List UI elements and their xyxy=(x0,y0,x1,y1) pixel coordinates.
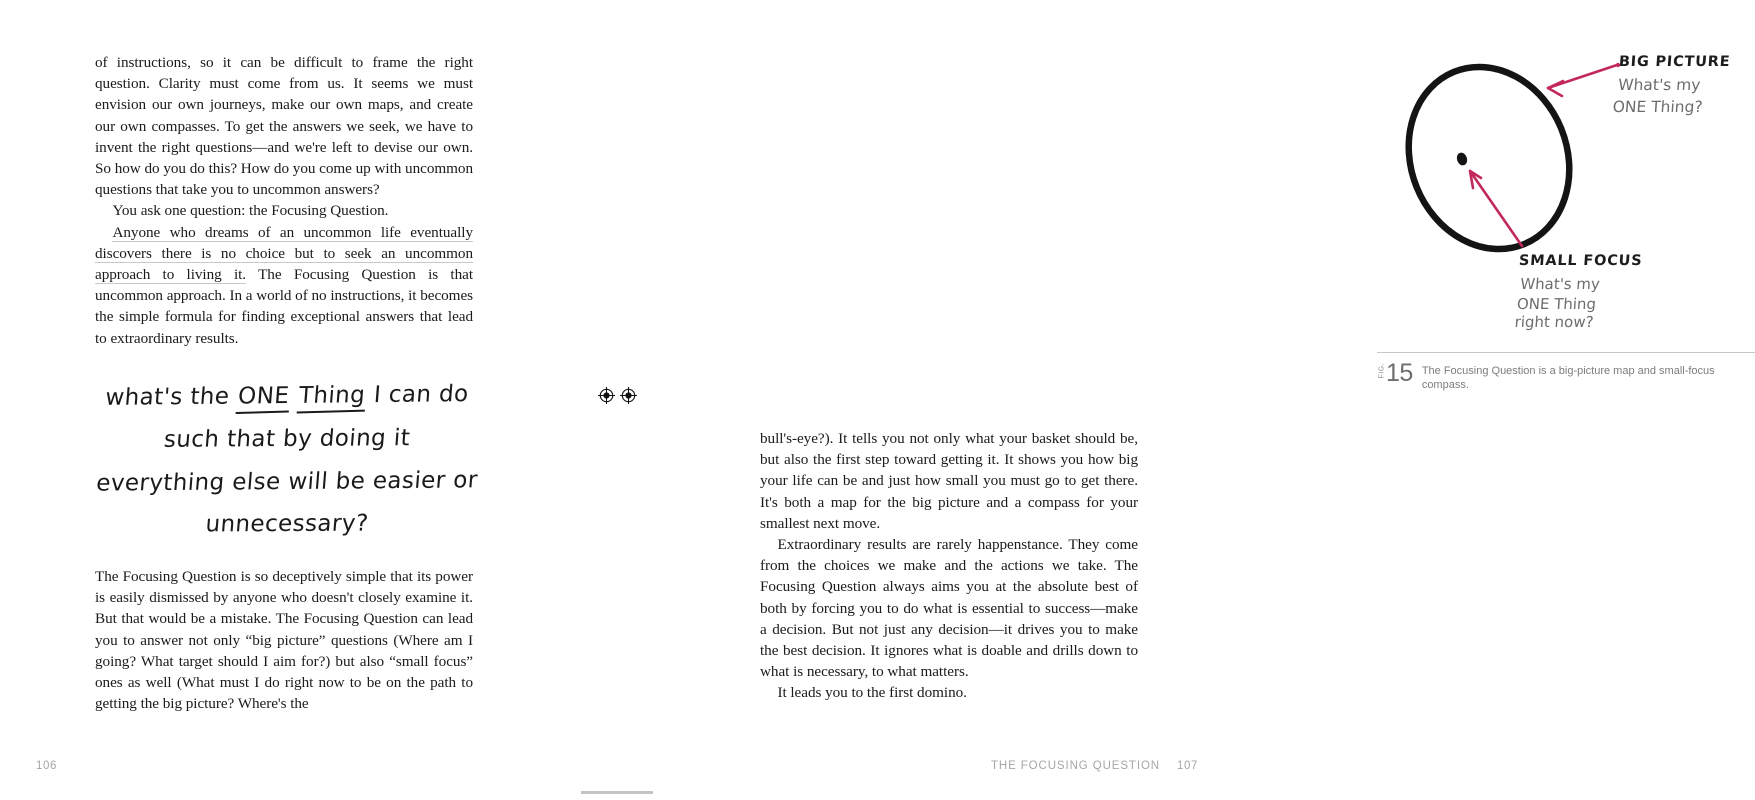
handwriting-text-tail: I can do xyxy=(365,381,470,409)
left-text-column xyxy=(95,52,473,349)
center-dot xyxy=(1455,151,1469,166)
handwriting-text: what's the xyxy=(104,383,239,411)
big-picture-line-2: ONE Thing? xyxy=(1612,98,1704,116)
paragraph: The Focusing Question is so deceptively simple that its power is easily dismissed by anyone who doesn't closely examine it. But that would be a mistake. The Focusing Question can lead you to answer not only “big picture” questions (Where am I going? What target should I aim for?) but also “small focus” ones as well (What must I do right now to be on the path to getting the big picture? Where's the xyxy=(95,568,473,713)
folio-left: 106 xyxy=(36,760,57,772)
paragraph: bull's-eye?). It tells you not only what your basket should be, but also the first step toward getting it. It shows you how big your life can be and just how small you must go to get there. It's both a map for the big picture and a compass for your smallest next move. xyxy=(760,430,1138,532)
handwriting-line-4: unnecessary? xyxy=(204,510,370,538)
paragraph: It leads you to the first domino. xyxy=(777,684,967,702)
folio-right: 107 xyxy=(1177,760,1198,772)
handwriting-line-1 xyxy=(91,381,483,411)
figure-15-illustration xyxy=(1377,46,1755,346)
bottom-center-mark xyxy=(581,791,653,794)
handwriting-line-2: such that by doing it xyxy=(162,425,412,453)
right-text-column xyxy=(760,428,1138,704)
paragraph-remainder: The Focusing Question is that uncommon approach. In a world of no instructions, it becomes the simple formula for finding exceptional answers that lead to extraordinary results. xyxy=(95,266,474,347)
figure-caption-rule xyxy=(1377,352,1755,353)
paragraph: Extraordinary results are rarely happenstance. They come from the choices we make and the actions we take. The Focusing Question always aims you at the absolute best of both by forcing you to do what is essential to success—make a decision. But not just any decision—it drives you to make the best decision. It ignores what is doable and drills down to what is necessary, to what matters. xyxy=(760,536,1138,681)
handwriting-emphasis-one: ONE xyxy=(237,382,291,410)
handwriting-line-3: everything else will be easier or xyxy=(95,467,479,497)
handwritten-focusing-question xyxy=(92,381,482,541)
big-picture-label: BIG PICTURE xyxy=(1618,54,1731,70)
small-focus-line-2: ONE Thing xyxy=(1516,295,1597,313)
right-page xyxy=(617,0,1731,800)
paragraph: of instructions, so it can be difficult to frame the right question. Clarity must come from us. It seems we must envision our own journeys, make our own maps, and create our own compasses. To get the answers we seek, we have to invent the right questions—and we're left to devise our own. So how do you do this? How do you come up with uncommon questions that take you to uncommon answers? xyxy=(95,54,473,199)
handwriting-emphasis-thing: Thing xyxy=(297,382,367,409)
left-text-column-lower xyxy=(95,566,473,714)
big-picture-line-1: What's my xyxy=(1617,76,1702,94)
big-picture-small-focus-diagram xyxy=(1377,46,1755,346)
figure-caption xyxy=(1377,361,1755,392)
figure-word-label: FIG. xyxy=(1378,362,1386,379)
small-focus-label: SMALL FOCUS xyxy=(1518,253,1643,269)
folio-right-group xyxy=(991,760,1198,772)
registration-mark-icon xyxy=(598,387,615,404)
left-page xyxy=(0,0,617,800)
paragraph-highlighted xyxy=(95,222,473,349)
small-focus-line-1: What's my xyxy=(1519,275,1601,293)
paragraph: You ask one question: the Focusing Question. xyxy=(112,202,389,220)
running-head: THE FOCUSING QUESTION xyxy=(990,760,1160,772)
hand-drawn-circle xyxy=(1382,43,1596,274)
big-picture-arrow xyxy=(1548,63,1620,96)
underlined-sentence: Anyone who dreams of an uncommon life eventually discovers there is no choice but to seek an uncommon approach to living it. xyxy=(95,223,473,284)
figure-caption-text: The Focusing Question is a big-picture map and small-focus compass. xyxy=(1421,365,1715,391)
small-focus-arrow xyxy=(1470,171,1522,246)
small-focus-line-3: right now? xyxy=(1514,313,1595,331)
figure-number: 15 xyxy=(1386,359,1413,387)
